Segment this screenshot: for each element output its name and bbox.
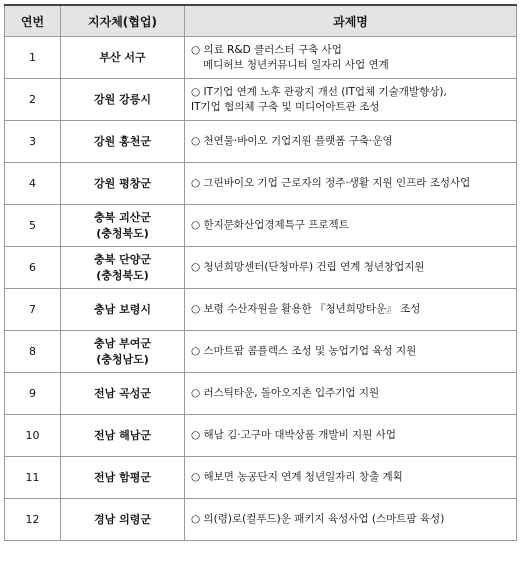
table-row bbox=[5, 289, 517, 331]
task-cell bbox=[185, 331, 517, 373]
region-name: 강원 강릉시 bbox=[94, 92, 151, 106]
task-line: ○ 해보면 농공단지 연계 청년일자리 창출 계획 bbox=[191, 471, 403, 483]
table-row bbox=[5, 499, 517, 541]
task-cell bbox=[185, 457, 517, 499]
region-name: 충남 부여군 bbox=[94, 336, 151, 350]
region-cell bbox=[61, 289, 185, 331]
region-name: (충청남도) bbox=[96, 352, 149, 366]
row-number: 10 bbox=[5, 415, 61, 457]
region-name: 전남 곡성군 bbox=[94, 386, 151, 400]
task-line: ○ 그린바이오 기업 근로자의 정주·생활 지원 인프라 조성사업 bbox=[191, 177, 471, 189]
region-cell bbox=[61, 331, 185, 373]
row-number: 12 bbox=[5, 499, 61, 541]
row-number: 3 bbox=[5, 121, 61, 163]
row-number: 6 bbox=[5, 247, 61, 289]
region-cell bbox=[61, 163, 185, 205]
row-number: 11 bbox=[5, 457, 61, 499]
row-number: 8 bbox=[5, 331, 61, 373]
header-row bbox=[5, 5, 517, 37]
region-cell bbox=[61, 415, 185, 457]
task-line: ○ 한지문화산업경제특구 프로젝트 bbox=[191, 219, 349, 231]
project-table bbox=[4, 4, 517, 541]
table-row bbox=[5, 373, 517, 415]
row-number: 9 bbox=[5, 373, 61, 415]
task-cell bbox=[185, 373, 517, 415]
table-row bbox=[5, 205, 517, 247]
table-row bbox=[5, 37, 517, 79]
table-row bbox=[5, 79, 517, 121]
table-row bbox=[5, 163, 517, 205]
region-name: 충북 단양군 bbox=[94, 252, 151, 266]
region-name: (충청북도) bbox=[96, 268, 149, 282]
table-row bbox=[5, 121, 517, 163]
region-cell bbox=[61, 247, 185, 289]
header-task: 과제명 bbox=[185, 5, 517, 37]
row-number: 7 bbox=[5, 289, 61, 331]
region-cell bbox=[61, 37, 185, 79]
task-cell bbox=[185, 289, 517, 331]
region-name: (충청북도) bbox=[96, 226, 149, 240]
header-region: 지자체(협업) bbox=[61, 5, 185, 37]
row-number: 4 bbox=[5, 163, 61, 205]
region-cell bbox=[61, 79, 185, 121]
task-cell bbox=[185, 121, 517, 163]
header-no: 연번 bbox=[5, 5, 61, 37]
task-line: ○ 러스틱타운, 돌아오지촌 입주기업 지원 bbox=[191, 387, 380, 399]
task-cell bbox=[185, 415, 517, 457]
task-line: ○ 의료 R&D 클러스터 구축 사업 bbox=[191, 43, 342, 56]
region-name: 충북 괴산군 bbox=[94, 210, 151, 224]
region-name: 강원 평창군 bbox=[94, 176, 151, 190]
task-line: IT기업 협의체 구축 및 미디어아트관 조성 bbox=[191, 100, 380, 113]
region-name: 부산 서구 bbox=[99, 50, 146, 64]
row-number: 2 bbox=[5, 79, 61, 121]
region-name: 경남 의령군 bbox=[94, 512, 151, 526]
task-line: ○ 청년희망센터(단청마루) 건립 연계 청년창업지원 bbox=[191, 261, 425, 273]
task-line: ○ 의(령)로(컬푸드)운 패키지 육성사업 (스마트팜 육성) bbox=[191, 513, 445, 525]
row-number: 5 bbox=[5, 205, 61, 247]
table-row bbox=[5, 415, 517, 457]
region-cell bbox=[61, 457, 185, 499]
task-line: ○ IT기업 연계 노후 관광지 개선 (IT업체 기술개발향상), bbox=[191, 85, 447, 98]
task-line: 메디허브 청년커뮤니티 일자리 사업 연계 bbox=[203, 58, 389, 71]
task-line: ○ 천연물·바이오 기업지원 플랫폼 구축·운영 bbox=[191, 135, 393, 147]
region-cell bbox=[61, 205, 185, 247]
region-name: 충남 보령시 bbox=[94, 302, 151, 316]
region-cell bbox=[61, 121, 185, 163]
table-row bbox=[5, 331, 517, 373]
task-cell bbox=[185, 205, 517, 247]
region-name: 전남 함평군 bbox=[94, 470, 151, 484]
task-line: ○ 스마트팜 콤플렉스 조성 및 농업기업 육성 지원 bbox=[191, 345, 417, 357]
task-line: ○ 해남 김·고구마 대박상품 개발비 지원 사업 bbox=[191, 429, 396, 441]
region-name: 강원 홍천군 bbox=[94, 134, 151, 148]
row-number: 1 bbox=[5, 37, 61, 79]
task-cell bbox=[185, 163, 517, 205]
region-cell bbox=[61, 373, 185, 415]
task-line: ○ 보령 수산자원을 활용한 『청년희망타운』 조성 bbox=[191, 303, 421, 315]
region-name: 전남 해남군 bbox=[94, 428, 151, 442]
table-row bbox=[5, 457, 517, 499]
task-cell bbox=[185, 499, 517, 541]
table-row bbox=[5, 247, 517, 289]
table-body bbox=[5, 37, 517, 541]
task-cell bbox=[185, 37, 517, 79]
region-cell bbox=[61, 499, 185, 541]
task-cell bbox=[185, 247, 517, 289]
task-cell bbox=[185, 79, 517, 121]
